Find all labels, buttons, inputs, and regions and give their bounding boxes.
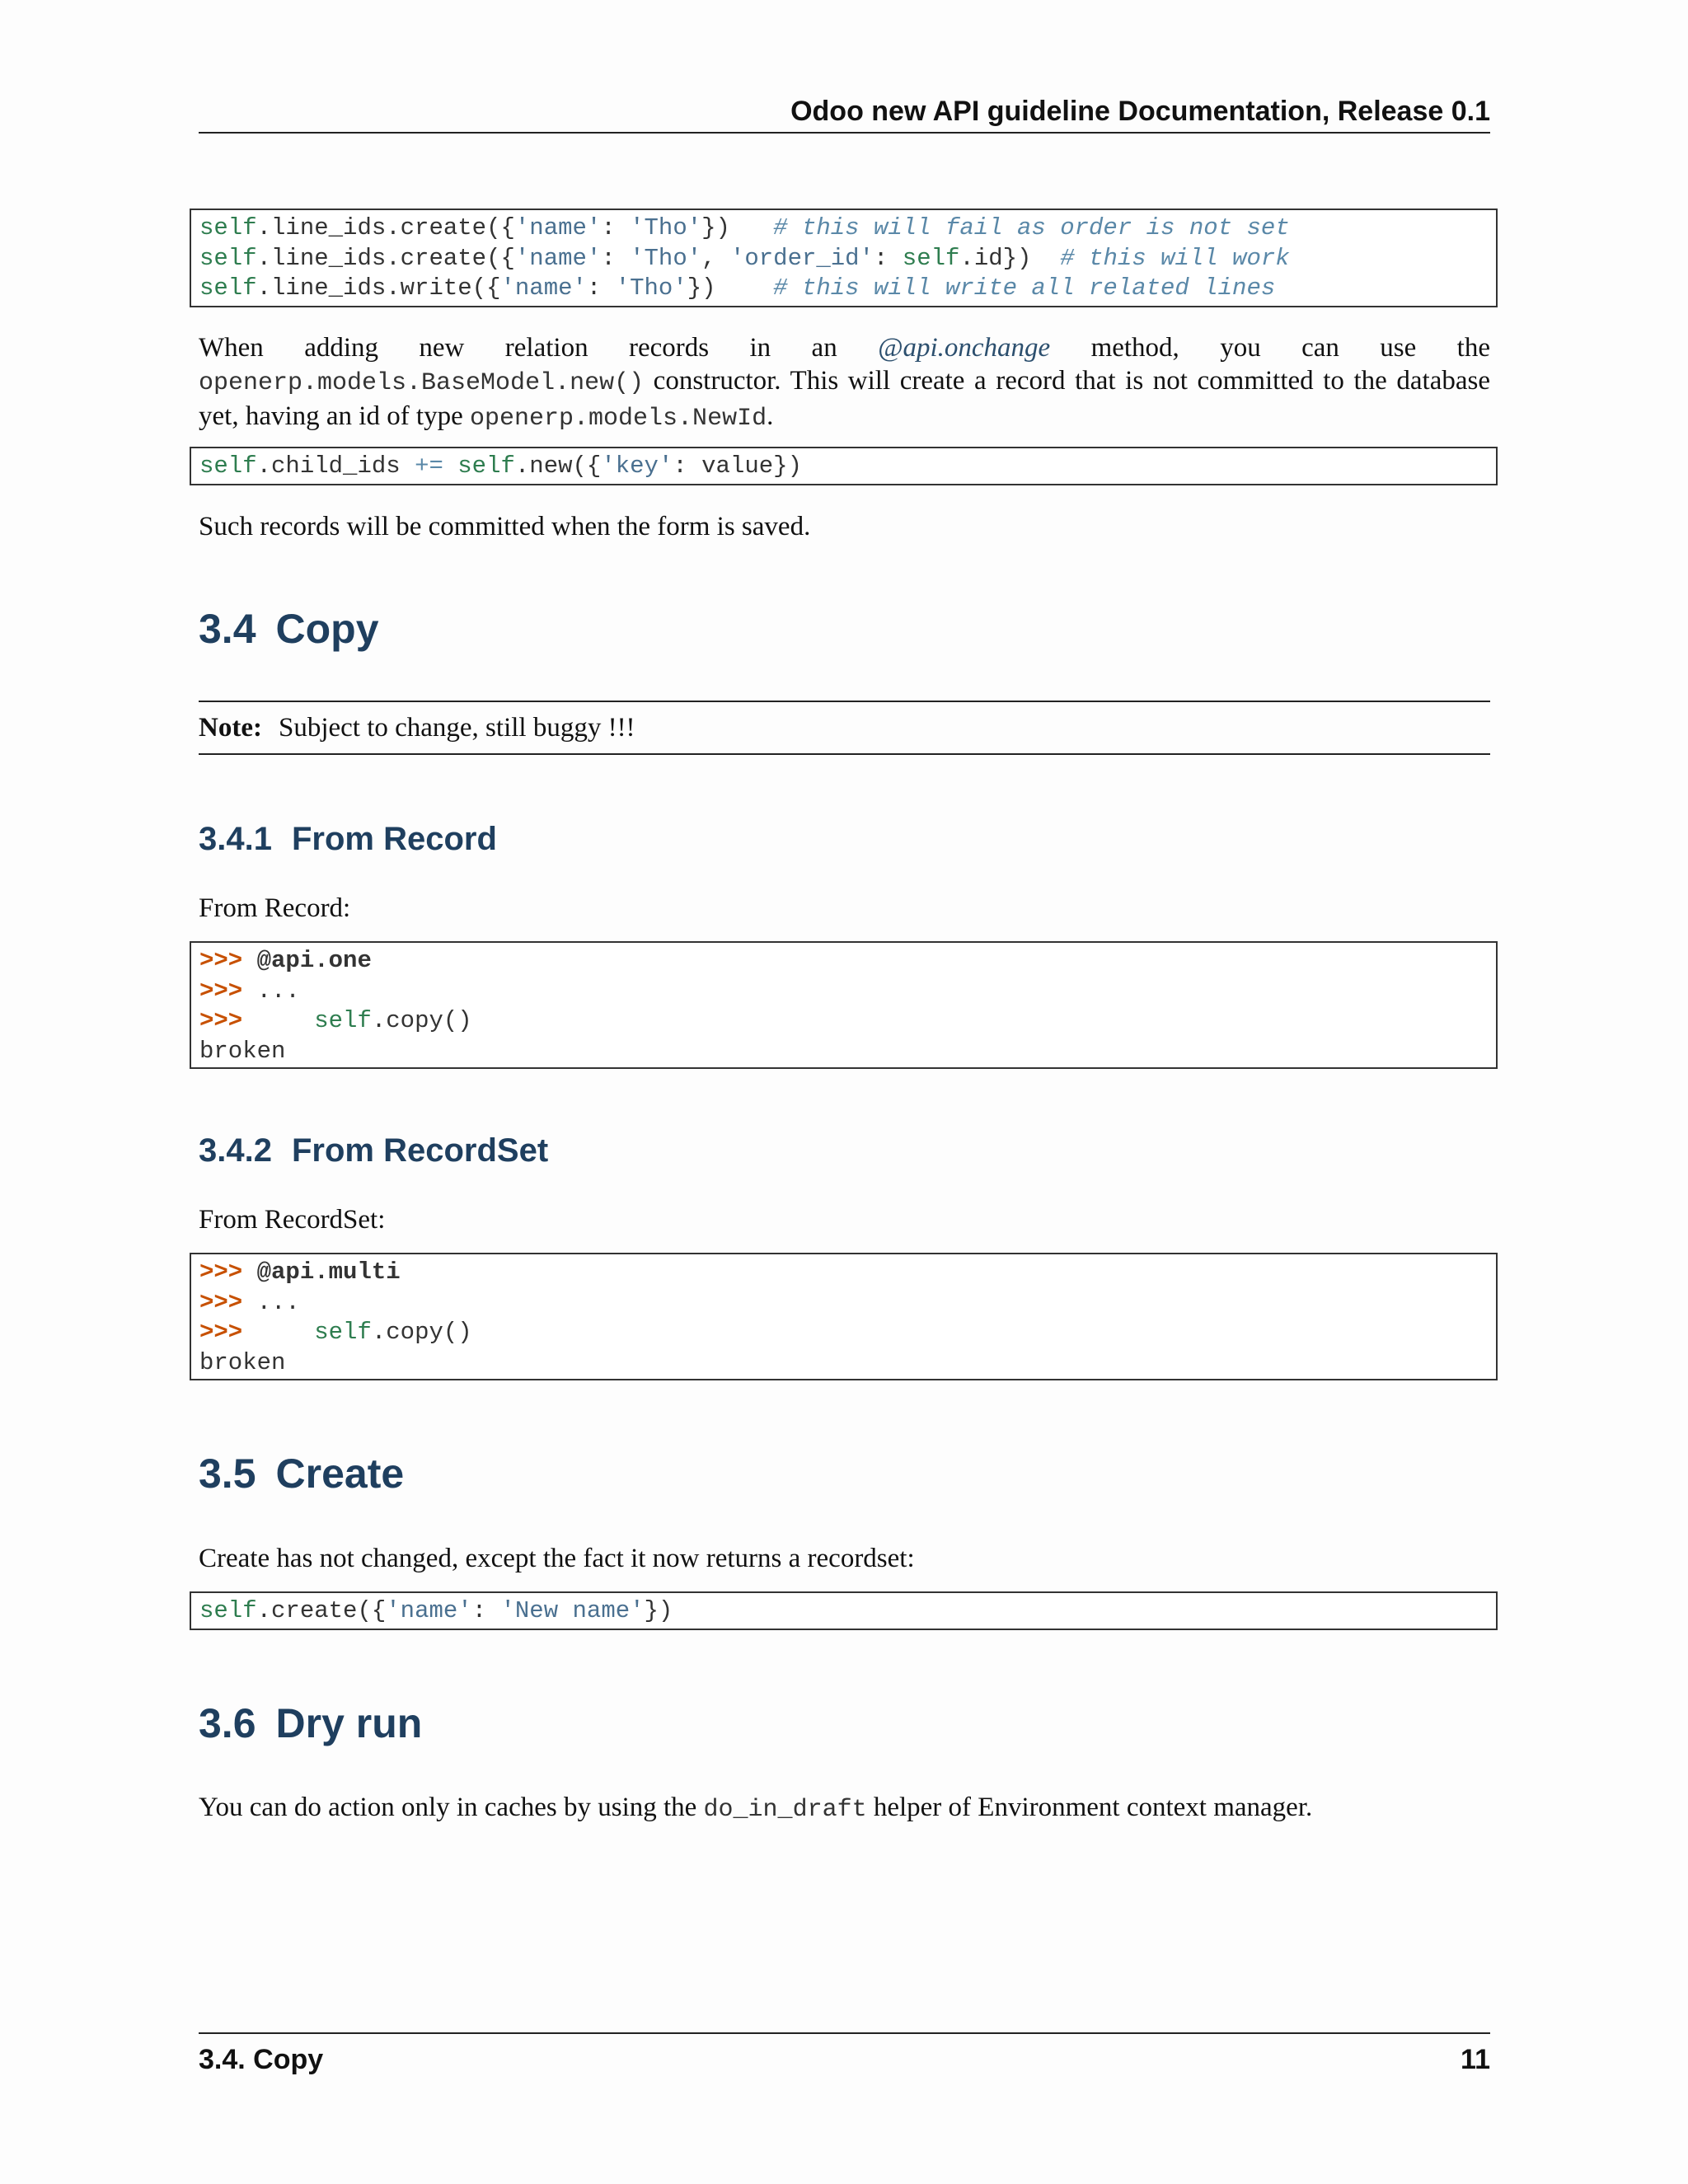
code-token: self [314,1007,372,1034]
note-text: Subject to change, still buggy !!! [278,713,635,743]
code-token: }) [687,274,774,302]
code-token: .line_ids.write({ [256,274,501,302]
code-token: >>> [199,1288,257,1316]
code-token: self [199,452,257,480]
code-line [199,946,1496,977]
section-heading-copy: 3.4 Copy [199,606,379,652]
code-token: .create({ [256,1597,387,1624]
code-token: >>> [199,1258,257,1286]
code-token: broken [199,1348,286,1376]
code-token: 'New name' [500,1597,645,1624]
api-onchange-link[interactable]: @api.onchange [878,333,1051,363]
code-token: 'name' [386,1597,472,1624]
note-label: Note: [199,713,262,743]
code-token: @api.one [256,947,372,974]
code-token: : [873,244,903,272]
code-token: .child_ids [256,452,415,480]
code-token: >>> [199,1007,257,1034]
code-token: 'name' [500,274,587,302]
code-token: self [314,1319,372,1346]
code-token: # this will fail as order is not set [773,214,1290,241]
code-line [199,1037,1496,1067]
code-token: 'name' [514,214,602,241]
code-token: self [199,1597,257,1624]
paragraph-create: Create has not changed, except the fact it now returns a recordset: [199,1544,915,1573]
code-token: self [902,244,960,272]
code-line [199,977,1496,1007]
code-token: 'Tho' [630,214,702,241]
code-token: self [199,214,257,241]
paragraph-from-record: From Record: [199,893,351,923]
code-token: 'order_id' [729,244,874,272]
code-line [199,1006,1496,1037]
code-token: .line_ids.create({ [256,244,515,272]
code-token: >>> [199,947,257,974]
code-token: 'Tho' [630,244,702,272]
code-token: }) [644,1597,673,1624]
code-token: .line_ids.create({ [256,214,515,241]
code-token [257,1007,315,1034]
code-token: broken [199,1037,286,1065]
inline-code-newid: openerp.models.NewId [470,405,767,433]
code-token [257,1319,315,1346]
code-line [199,1258,1496,1288]
code-token: # this will write all related lines [773,274,1276,302]
code-line [199,1348,1496,1379]
code-token: : [601,244,631,272]
code-token: : [586,274,616,302]
code-line [199,274,1496,304]
code-token: >>> [199,1319,257,1346]
paragraph-from-recordset: From RecordSet: [199,1205,386,1235]
page-number: 11 [1461,2044,1490,2075]
code-token: }) [701,214,774,241]
code-token: ... [256,1288,300,1316]
code-token: 'name' [514,244,602,272]
section-heading-dry-run: 3.6 Dry run [199,1700,423,1746]
footer-section: 3.4. Copy [199,2044,324,2075]
code-token: += [415,452,443,480]
code-token: 'key' [601,452,673,480]
code-line [199,1318,1496,1348]
note-admonition [199,701,1490,755]
section-heading-create: 3.5 Create [199,1451,405,1497]
code-line [199,1596,1496,1627]
code-token: , [701,244,730,272]
code-line [199,1288,1496,1319]
code-block-from-recordset [190,1253,1498,1380]
document-page [199,0,1490,2184]
code-line [199,452,1496,482]
code-token: self [199,244,257,272]
code-token: .copy() [371,1319,472,1346]
running-footer [199,2032,1490,2085]
code-token: .copy() [371,1007,472,1034]
paragraph-dry-run: You can do action only in caches by using the do_in_draft helper of Environment context manager. [199,1793,1313,1824]
code-token: ... [256,977,300,1005]
code-token: @api.multi [256,1258,401,1286]
code-block-from-record [190,941,1498,1069]
code-token: 'Tho' [615,274,687,302]
code-token: self [457,452,515,480]
code-token: # this will work [1060,244,1290,272]
code-token: .id}) [959,244,1061,272]
code-token: >>> [199,977,257,1005]
code-token: .new({ [514,452,602,480]
subsection-heading-from-recordset: 3.4.2 From RecordSet [199,1132,549,1169]
paragraph-committed: Such records will be committed when the form is saved. [199,512,811,541]
inline-code-do-in-draft: do_in_draft [703,1796,867,1824]
code-token: : [601,214,631,241]
code-token: : [471,1597,501,1624]
subsection-heading-from-record: 3.4.1 From Record [199,821,497,857]
paragraph-onchange: When adding new relation records in an @api.onchange method, you can use the openerp.models.BaseModel.new() constructor. This will create a record that is not committed to the database yet, having an id of type openerp.models.NewId. [199,333,1490,433]
running-header: Odoo new API guideline Documentation, Release 0.1 [199,92,1490,134]
code-block-line-ids [190,209,1498,307]
code-token [443,452,457,480]
code-token: self [199,274,257,302]
inline-code-basemodel-new: openerp.models.BaseModel.new() [199,369,645,397]
code-line [199,213,1496,244]
code-token: : value}) [673,452,802,480]
code-block-create [190,1591,1498,1630]
code-block-child-ids [190,447,1498,485]
code-line [199,244,1496,274]
